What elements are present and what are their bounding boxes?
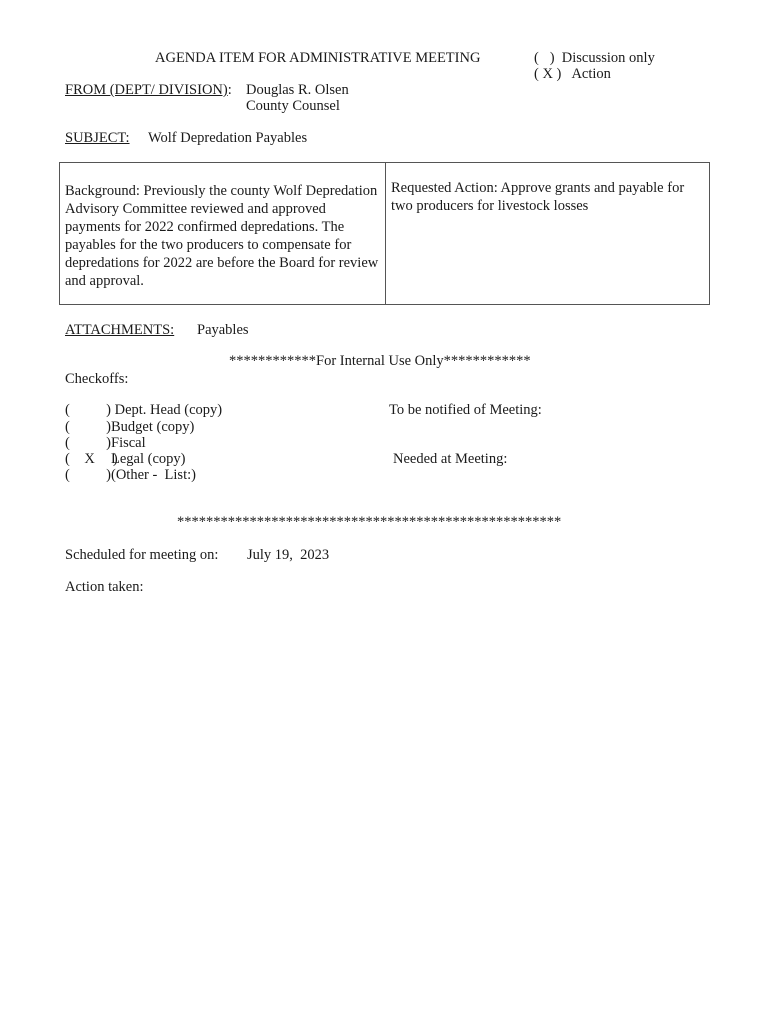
internal-use-banner: ************For Internal Use Only************ <box>229 353 531 369</box>
checkoff-label: Fiscal <box>111 435 146 451</box>
summary-table <box>59 162 710 305</box>
checkoff-mark: ( ) <box>65 435 111 451</box>
subject-label: SUBJECT: <box>65 130 130 146</box>
checkoff-mark: ( ) <box>65 419 111 435</box>
checkoffs-label: Checkoffs: <box>65 371 129 387</box>
attachments-label: ATTACHMENTS: <box>65 322 175 338</box>
needed-label: Needed at Meeting: <box>393 451 508 467</box>
checkoff-mark: ( X ) <box>65 451 118 467</box>
attachments-value: Payables <box>197 322 249 338</box>
scheduled-date: July 19, 2023 <box>247 547 330 563</box>
action-option: ( X ) Action <box>534 66 611 82</box>
checkoff-label: (Other - List:) <box>111 467 196 483</box>
checkoff-label: Budget (copy) <box>111 419 195 435</box>
checkoff-mark: ( ) <box>65 467 111 483</box>
scheduled-label: Scheduled for meeting on: <box>65 547 219 563</box>
notified-label: To be notified of Meeting: <box>389 402 542 418</box>
table-divider <box>385 163 386 304</box>
from-label: FROM (DEPT/ DIVISION) <box>65 82 228 98</box>
from-name: Douglas R. Olsen <box>246 82 349 98</box>
subject-value: Wolf Depredation Payables <box>148 130 308 146</box>
action-taken-label: Action taken: <box>65 579 144 595</box>
from-line <box>65 82 232 99</box>
separator-line: ***************************************************** <box>177 514 562 530</box>
from-colon: : <box>227 82 232 98</box>
discussion-only-option: ( ) Discussion only <box>534 50 655 66</box>
agenda-title: AGENDA ITEM FOR ADMINISTRATIVE MEETING <box>155 50 481 66</box>
checkoff-mark: ( ) <box>65 402 111 418</box>
checkoff-label: Dept. Head (copy) <box>111 402 223 418</box>
checkoff-label: Legal (copy) <box>111 451 186 467</box>
from-title: County Counsel <box>246 98 340 114</box>
requested-action-text: Requested Action: Approve grants and payable for two producers for livestock losses <box>391 180 685 214</box>
background-text: Background: Previously the county Wolf Depredation Advisory Committee reviewed and approved payments for 2022 confirmed depredations. The payables for the two producers to compensate for depredations for 2022 are before the Board for review and approval. <box>65 183 379 289</box>
